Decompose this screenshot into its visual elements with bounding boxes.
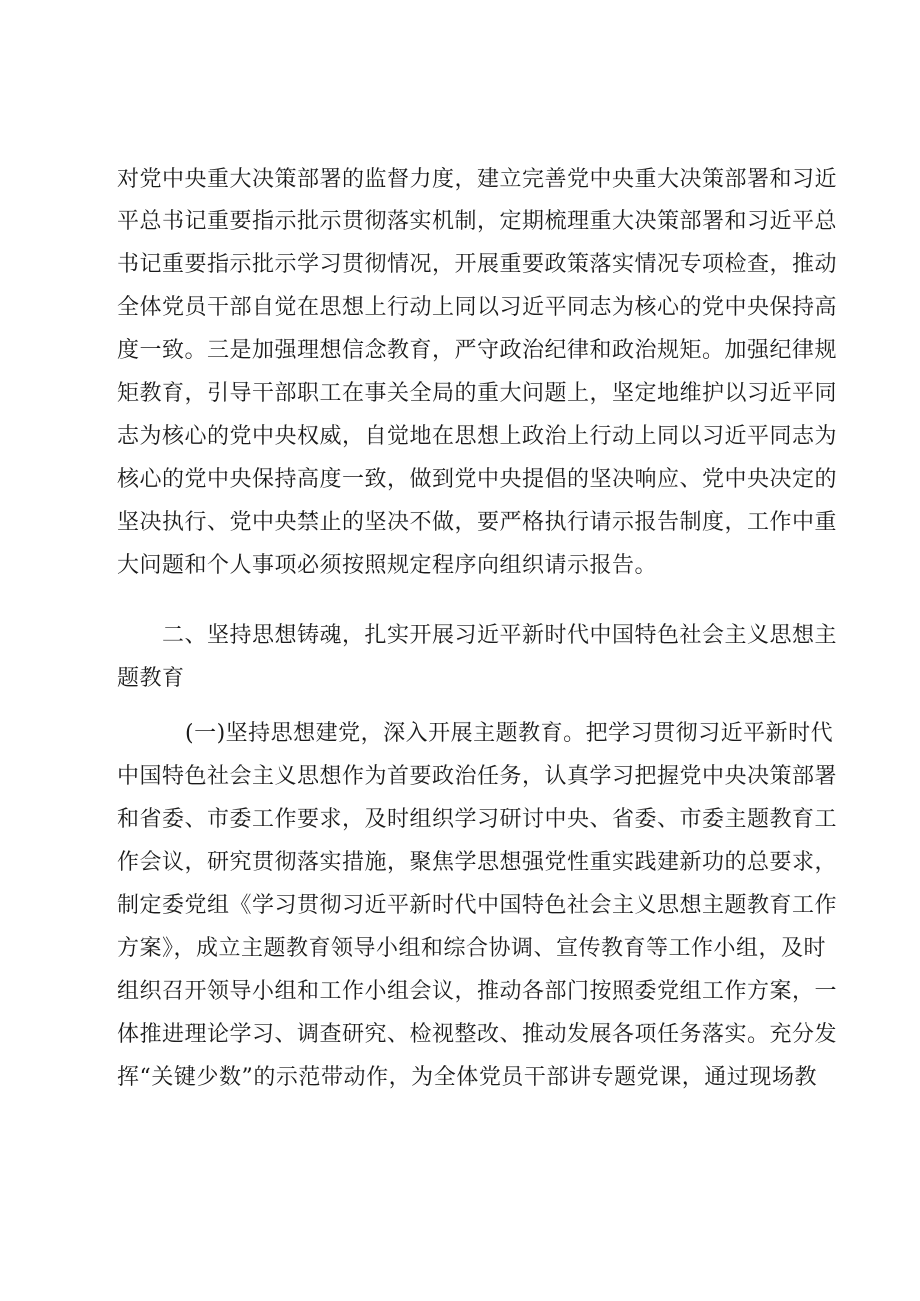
paragraph-line: 志为核心的党中央权威，自觉地在思想上政治上行动上同以习近平同志为 — [117, 424, 838, 449]
paragraph-line: 平总书记重要指示批示贯彻落实机制，定期梳理重大决策部署和习近平总 — [117, 209, 838, 234]
paragraph-line: 方案》，成立主题教育领导小组和综合协调、宣传教育等工作小组，及时 — [117, 936, 827, 961]
section-heading: 题教育 — [117, 666, 185, 691]
section-heading: 二、坚持思想铸魂，扎实开展习近平新时代中国特色社会主义思想主 — [162, 623, 838, 648]
paragraph-line: 中国特色社会主义思想作为首要政治任务，认真学习把握党中央决策部署 — [117, 764, 838, 789]
paragraph-line: 制定委党组《学习贯彻习近平新时代中国特色社会主义思想主题教育工作 — [117, 893, 838, 918]
paragraph-line: 挥“关键少数”的示范带动作，为全体党员干部讲专题党课，通过现场教 — [117, 1065, 817, 1090]
paragraph-line: 书记重要指示批示学习贯彻情况，开展重要政策落实情况专项检查，推动 — [117, 252, 838, 277]
paragraph-line: 对党中央重大决策部署的监督力度，建立完善党中央重大决策部署和习近 — [117, 167, 838, 192]
paragraph-line: 组织召开领导小组和工作小组会议，推动各部门按照委党组工作方案，一 — [117, 979, 838, 1004]
paragraph-line: 矩教育，引导干部职工在事关全局的重大问题上，坚定地维护以习近平同 — [117, 381, 838, 406]
paragraph-line: 大问题和个人事项必须按照规定程序向组织请示报告。 — [117, 553, 658, 578]
paragraph-line: 度一致。三是加强理想信念教育，严守政治纪律和政治规矩。加强纪律规 — [117, 338, 838, 363]
paragraph-line: 作会议，研究贯彻落实措施，聚焦学思想强党性重实践建新功的总要求， — [117, 850, 838, 875]
paragraph-line: 和省委、市委工作要求，及时组织学习研讨中央、省委、市委主题教育工 — [117, 807, 838, 832]
paragraph-line: 全体党员干部自觉在思想上行动上同以习近平同志为核心的党中央保持高 — [117, 295, 838, 320]
paragraph-line: 体推进理论学习、调查研究、检视整改、推动发展各项任务落实。充分发 — [117, 1022, 838, 1047]
paragraph-line: 核心的党中央保持高度一致，做到党中央提倡的坚决响应、党中央决定的 — [117, 467, 838, 492]
paragraph-line: 坚决执行、党中央禁止的坚决不做，要严格执行请示报告制度，工作中重 — [117, 510, 838, 535]
paragraph-line: (一)坚持思想建党，深入开展主题教育。把学习贯彻习近平新时代 — [185, 721, 834, 746]
